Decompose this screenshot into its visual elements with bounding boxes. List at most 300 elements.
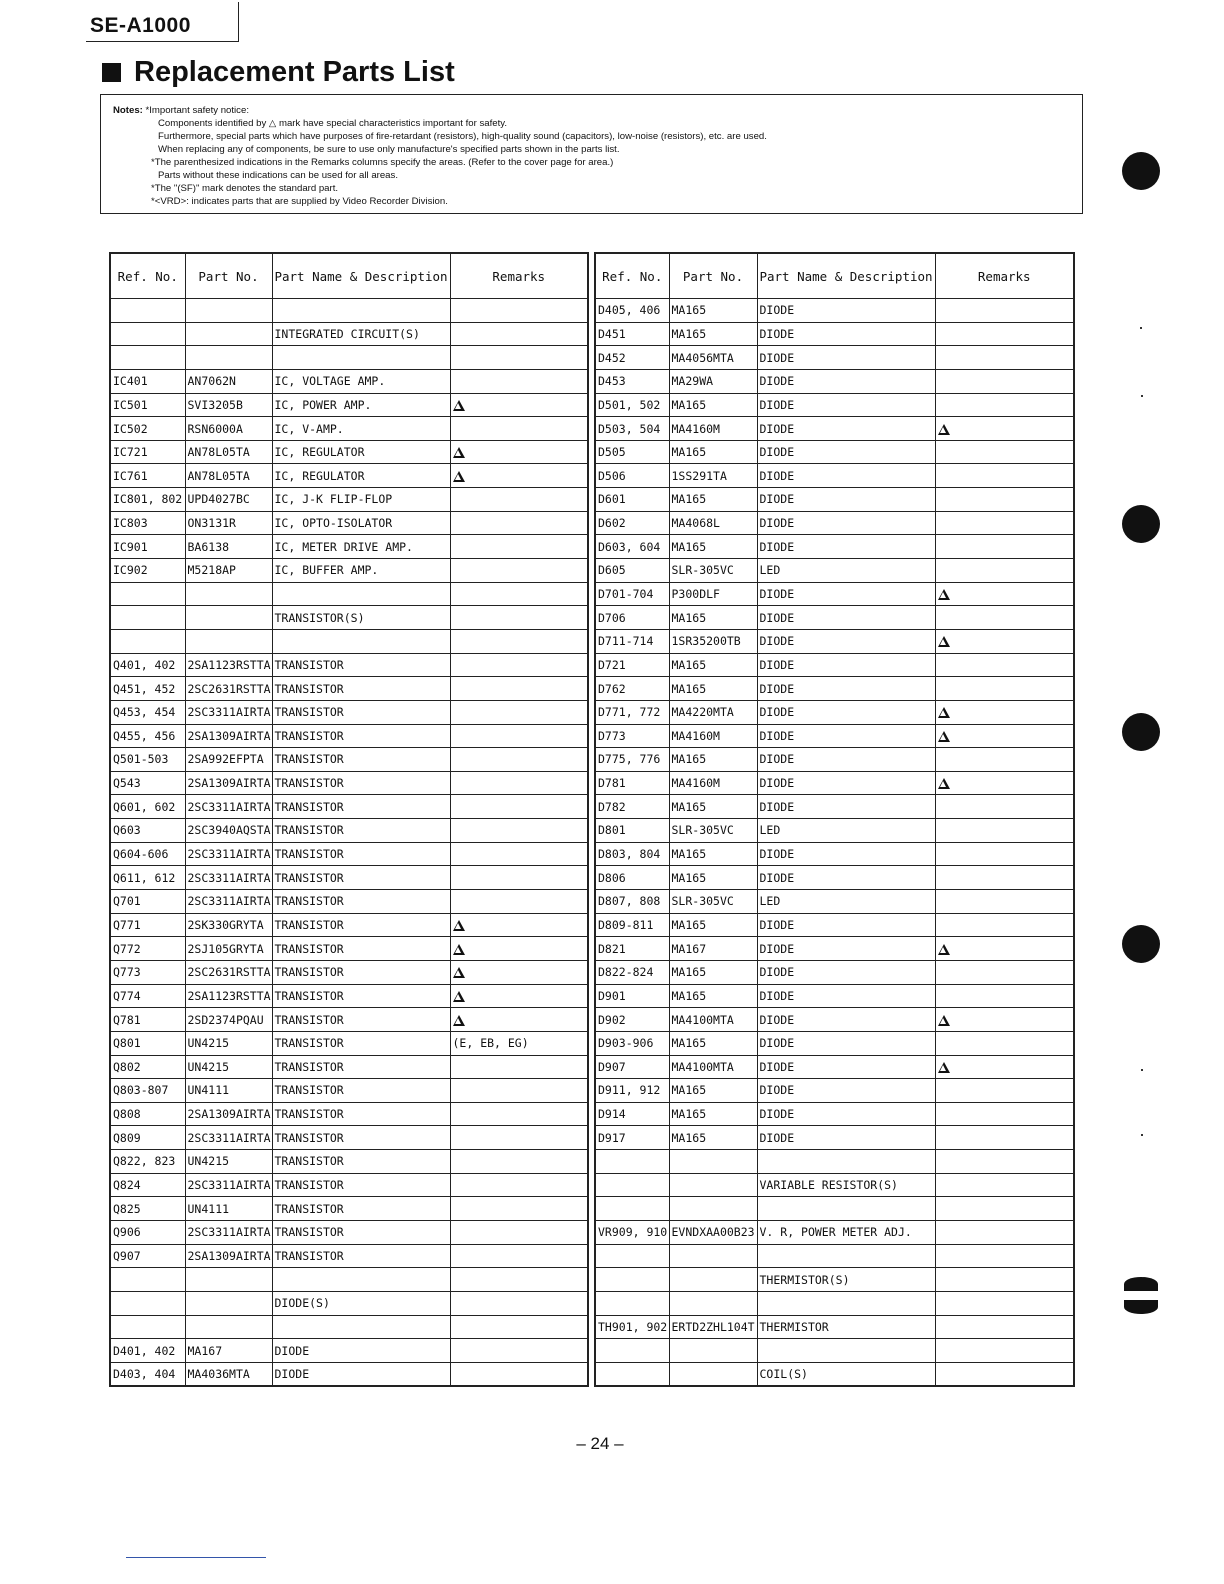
remarks-cell	[935, 1150, 1074, 1174]
remarks-cell	[935, 369, 1074, 393]
model-divider	[238, 2, 239, 42]
table-row	[110, 842, 588, 866]
part-no-cell: 2SA1309AIRTA	[185, 1102, 272, 1126]
part-name-cell	[272, 1268, 450, 1292]
remarks-cell	[450, 1102, 588, 1126]
table-row	[110, 913, 588, 937]
table-row	[110, 1055, 588, 1079]
part-no-cell: 2SC3311AIRTA	[185, 890, 272, 914]
part-no-cell	[669, 1197, 757, 1221]
part-name-cell: DIODE	[757, 535, 935, 559]
part-name-cell: DIODE	[757, 1008, 935, 1032]
table-row	[110, 1008, 588, 1032]
remarks-cell	[935, 535, 1074, 559]
ref-no-cell: D781	[595, 771, 669, 795]
part-no-cell: MA165	[669, 748, 757, 772]
remarks-cell	[935, 393, 1074, 417]
part-name-cell: THERMISTOR(S)	[757, 1268, 935, 1292]
ref-no-cell: D605	[595, 559, 669, 583]
part-name-cell: TRANSISTOR	[272, 653, 450, 677]
part-name-cell: DIODE	[757, 866, 935, 890]
part-no-cell: MA165	[669, 393, 757, 417]
part-name-cell: DIODE	[757, 937, 935, 961]
ref-no-cell: Q773	[110, 960, 185, 984]
remarks-cell	[935, 984, 1074, 1008]
part-name-cell	[272, 582, 450, 606]
part-no-cell: MA4100MTA	[669, 1055, 757, 1079]
ref-no-cell: D762	[595, 677, 669, 701]
part-name-cell: LED	[757, 559, 935, 583]
remarks-cell	[935, 1126, 1074, 1150]
part-no-cell: 2SC3311AIRTA	[185, 795, 272, 819]
remarks-cell	[450, 771, 588, 795]
remarks-cell	[935, 1079, 1074, 1103]
table-row	[110, 440, 588, 464]
footer-rule	[126, 1557, 266, 1558]
remarks-cell	[450, 937, 588, 961]
part-name-cell: TRANSISTOR	[272, 1055, 450, 1079]
remarks-cell	[935, 1291, 1074, 1315]
remarks-cell	[450, 1055, 588, 1079]
part-no-cell: MA165	[669, 653, 757, 677]
part-no-cell: MA165	[669, 1079, 757, 1103]
page-number: – 24 –	[576, 1434, 624, 1453]
ref-no-cell: Q603	[110, 819, 185, 843]
part-no-cell	[185, 582, 272, 606]
part-no-cell: 2SA1123RSTTA	[185, 653, 272, 677]
remarks-cell	[935, 1173, 1074, 1197]
table-row	[595, 393, 1074, 417]
ref-no-cell	[595, 1197, 669, 1221]
table-row	[595, 890, 1074, 914]
part-no-cell	[669, 1339, 757, 1363]
remarks-cell: (E, EB, EG)	[450, 1031, 588, 1055]
part-no-cell: 2SA1123RSTTA	[185, 984, 272, 1008]
table-row	[595, 1173, 1074, 1197]
table-row	[110, 464, 588, 488]
remarks-cell	[935, 866, 1074, 890]
col-ref-no: Ref. No.	[595, 253, 669, 299]
remarks-cell	[450, 1362, 588, 1386]
table-row	[595, 653, 1074, 677]
table-row	[595, 1339, 1074, 1363]
safety-warning-icon	[938, 731, 950, 742]
remarks-cell	[935, 1055, 1074, 1079]
part-no-cell: SVI3205B	[185, 393, 272, 417]
table-row	[110, 984, 588, 1008]
ref-no-cell: Q803-807	[110, 1079, 185, 1103]
part-no-cell: 2SC3311AIRTA	[185, 1173, 272, 1197]
remarks-cell	[450, 488, 588, 512]
table-row	[110, 1268, 588, 1292]
notes-label: Notes:	[113, 105, 143, 116]
ref-no-cell: D452	[595, 346, 669, 370]
remarks-cell	[450, 984, 588, 1008]
part-name-cell: TRANSISTOR	[272, 1173, 450, 1197]
binder-hole-icon	[1122, 925, 1160, 963]
table-row	[595, 346, 1074, 370]
part-name-cell: DIODE	[757, 748, 935, 772]
ref-no-cell: Q455, 456	[110, 724, 185, 748]
part-no-cell: UN4111	[185, 1079, 272, 1103]
table-row	[110, 653, 588, 677]
part-name-cell: IC, REGULATOR	[272, 440, 450, 464]
speck	[1140, 327, 1142, 329]
ref-no-cell: D806	[595, 866, 669, 890]
part-name-cell: TRANSISTOR	[272, 1244, 450, 1268]
remarks-cell	[935, 488, 1074, 512]
ref-no-cell: Q451, 452	[110, 677, 185, 701]
remarks-cell	[935, 913, 1074, 937]
part-no-cell: 2SA992EFPTA	[185, 748, 272, 772]
remarks-cell	[935, 748, 1074, 772]
notes-line-6: *The "(SF)" mark denotes the standard part.	[151, 183, 339, 194]
ref-no-cell: IC901	[110, 535, 185, 559]
table-row	[595, 677, 1074, 701]
table-row	[595, 1220, 1074, 1244]
part-no-cell: 2SJ105GRYTA	[185, 937, 272, 961]
ref-no-cell: D775, 776	[595, 748, 669, 772]
remarks-cell	[935, 606, 1074, 630]
part-name-cell: TRANSISTOR	[272, 1031, 450, 1055]
part-name-cell: LED	[757, 819, 935, 843]
part-no-cell: MA165	[669, 795, 757, 819]
remarks-cell	[450, 535, 588, 559]
ref-no-cell: Q774	[110, 984, 185, 1008]
remarks-cell	[935, 511, 1074, 535]
ref-no-cell: IC761	[110, 464, 185, 488]
part-no-cell: MA165	[669, 299, 757, 323]
part-name-cell: TRANSISTOR	[272, 1150, 450, 1174]
ref-no-cell: D401, 402	[110, 1339, 185, 1363]
ref-no-cell	[110, 1315, 185, 1339]
table-row	[595, 1055, 1074, 1079]
notes-line-7: *<VRD>: indicates parts that are supplied by Video Recorder Division.	[151, 196, 448, 207]
binder-hole-icon	[1122, 152, 1160, 190]
table-row	[110, 1102, 588, 1126]
binder-hole-icon	[1122, 713, 1160, 751]
ref-no-cell: D602	[595, 511, 669, 535]
table-row	[110, 677, 588, 701]
ref-no-cell: D453	[595, 369, 669, 393]
col-remarks: Remarks	[450, 253, 588, 299]
part-name-cell: IC, METER DRIVE AMP.	[272, 535, 450, 559]
table-row	[595, 559, 1074, 583]
part-name-cell	[757, 1150, 935, 1174]
table-row	[110, 819, 588, 843]
remarks-cell	[935, 1339, 1074, 1363]
remarks-cell	[450, 464, 588, 488]
table-row	[110, 1220, 588, 1244]
remarks-cell	[450, 842, 588, 866]
remarks-cell	[935, 1268, 1074, 1292]
ref-no-cell: IC401	[110, 369, 185, 393]
table-row	[110, 559, 588, 583]
part-name-cell: IC, V-AMP.	[272, 417, 450, 441]
ref-no-cell: D601	[595, 488, 669, 512]
part-no-cell: MA29WA	[669, 369, 757, 393]
part-no-cell: 2SC2631RSTTA	[185, 677, 272, 701]
safety-warning-icon	[453, 944, 465, 955]
remarks-cell	[935, 842, 1074, 866]
part-name-cell: TRANSISTOR	[272, 842, 450, 866]
ref-no-cell: Q543	[110, 771, 185, 795]
part-name-cell: TRANSISTOR	[272, 724, 450, 748]
ref-no-cell: D803, 804	[595, 842, 669, 866]
table-row	[595, 913, 1074, 937]
binder-hole-icon	[1124, 1300, 1158, 1314]
part-name-cell: TRANSISTOR(S)	[272, 606, 450, 630]
table-row	[595, 606, 1074, 630]
ref-no-cell: D773	[595, 724, 669, 748]
part-no-cell	[185, 346, 272, 370]
table-row	[595, 1079, 1074, 1103]
parts-table-right	[594, 252, 1075, 1387]
ref-no-cell	[110, 1291, 185, 1315]
part-name-cell: TRANSISTOR	[272, 960, 450, 984]
remarks-cell	[935, 677, 1074, 701]
ref-no-cell	[110, 346, 185, 370]
part-no-cell: 1SR35200TB	[669, 629, 757, 653]
notes-line-1: Components identified by △ mark have special characteristics important for safety.	[158, 118, 507, 129]
remarks-cell	[450, 1197, 588, 1221]
speck	[1141, 1134, 1143, 1136]
part-name-cell: DIODE	[757, 1031, 935, 1055]
ref-no-cell: Q906	[110, 1220, 185, 1244]
table-row	[595, 700, 1074, 724]
page-title-text: Replacement Parts List	[134, 56, 455, 88]
safety-warning-icon	[938, 707, 950, 718]
table-row	[595, 1102, 1074, 1126]
safety-warning-icon	[938, 636, 950, 647]
part-no-cell: SLR-305VC	[669, 559, 757, 583]
part-no-cell: SLR-305VC	[669, 819, 757, 843]
remarks-cell	[450, 724, 588, 748]
table-row	[595, 1268, 1074, 1292]
part-name-cell: DIODE	[757, 582, 935, 606]
ref-no-cell: D501, 502	[595, 393, 669, 417]
remarks-cell	[935, 1031, 1074, 1055]
part-no-cell: MA165	[669, 606, 757, 630]
part-no-cell	[669, 1291, 757, 1315]
remarks-cell	[935, 653, 1074, 677]
part-no-cell: MA165	[669, 677, 757, 701]
remarks-cell	[935, 700, 1074, 724]
ref-no-cell	[595, 1173, 669, 1197]
part-name-cell	[272, 1315, 450, 1339]
table-row	[110, 1362, 588, 1386]
remarks-cell	[935, 890, 1074, 914]
part-no-cell: MA165	[669, 913, 757, 937]
part-no-cell	[669, 1362, 757, 1386]
speck	[1141, 395, 1143, 397]
remarks-cell	[450, 559, 588, 583]
part-name-cell: DIODE(S)	[272, 1291, 450, 1315]
ref-no-cell: Q701	[110, 890, 185, 914]
col-part-name: Part Name & Description	[272, 253, 450, 299]
part-no-cell: AN7062N	[185, 369, 272, 393]
safety-warning-icon	[938, 424, 950, 435]
part-no-cell	[669, 1173, 757, 1197]
table-row	[110, 606, 588, 630]
part-no-cell: BA6138	[185, 535, 272, 559]
remarks-cell	[450, 511, 588, 535]
remarks-cell	[935, 440, 1074, 464]
ref-no-cell: D901	[595, 984, 669, 1008]
part-no-cell	[185, 1291, 272, 1315]
part-name-cell: IC, REGULATOR	[272, 464, 450, 488]
part-no-cell: MA4056MTA	[669, 346, 757, 370]
remarks-cell	[450, 913, 588, 937]
remarks-cell	[450, 1339, 588, 1363]
table-row	[595, 724, 1074, 748]
table-row	[595, 771, 1074, 795]
remarks-cell	[935, 937, 1074, 961]
table-row	[110, 1315, 588, 1339]
ref-no-cell: Q772	[110, 937, 185, 961]
part-name-cell	[272, 346, 450, 370]
table-row	[110, 960, 588, 984]
remarks-cell	[935, 299, 1074, 323]
remarks-cell	[450, 322, 588, 346]
ref-no-cell: Q801	[110, 1031, 185, 1055]
part-name-cell: THERMISTOR	[757, 1315, 935, 1339]
remarks-cell	[935, 771, 1074, 795]
table-row	[110, 866, 588, 890]
part-no-cell: MA165	[669, 322, 757, 346]
remarks-cell	[935, 819, 1074, 843]
table-row	[595, 1150, 1074, 1174]
notes-box	[100, 94, 1083, 214]
table-row	[110, 535, 588, 559]
binder-hole-icon	[1124, 1277, 1158, 1291]
ref-no-cell: D907	[595, 1055, 669, 1079]
ref-no-cell: IC902	[110, 559, 185, 583]
part-name-cell: TRANSISTOR	[272, 937, 450, 961]
ref-no-cell: Q771	[110, 913, 185, 937]
part-name-cell: VARIABLE RESISTOR(S)	[757, 1173, 935, 1197]
part-name-cell: TRANSISTOR	[272, 913, 450, 937]
remarks-cell	[450, 1079, 588, 1103]
part-name-cell: DIODE	[757, 984, 935, 1008]
part-name-cell: LED	[757, 890, 935, 914]
part-no-cell: AN78L05TA	[185, 440, 272, 464]
part-name-cell: DIODE	[757, 913, 935, 937]
table-row	[595, 937, 1074, 961]
part-name-cell: TRANSISTOR	[272, 1220, 450, 1244]
part-no-cell: ON3131R	[185, 511, 272, 535]
ref-no-cell: D711-714	[595, 629, 669, 653]
ref-no-cell	[110, 629, 185, 653]
table-row	[110, 771, 588, 795]
part-name-cell: DIODE	[757, 464, 935, 488]
part-no-cell: MA165	[669, 1102, 757, 1126]
safety-warning-icon	[453, 991, 465, 1002]
part-no-cell: MA4068L	[669, 511, 757, 535]
remarks-cell	[935, 1102, 1074, 1126]
ref-no-cell: Q809	[110, 1126, 185, 1150]
ref-no-cell: D721	[595, 653, 669, 677]
ref-no-cell: D505	[595, 440, 669, 464]
remarks-cell	[450, 606, 588, 630]
part-name-cell: DIODE	[757, 440, 935, 464]
remarks-cell	[935, 724, 1074, 748]
table-row	[110, 393, 588, 417]
ref-no-cell: D809-811	[595, 913, 669, 937]
safety-warning-icon	[938, 589, 950, 600]
part-no-cell: MA4220MTA	[669, 700, 757, 724]
model-number: SE-A1000	[90, 14, 191, 37]
table-row	[595, 535, 1074, 559]
part-name-cell: DIODE	[757, 322, 935, 346]
table-row	[595, 1362, 1074, 1386]
ref-no-cell	[595, 1362, 669, 1386]
ref-no-cell: D603, 604	[595, 535, 669, 559]
part-no-cell: MA165	[669, 535, 757, 559]
ref-no-cell: IC501	[110, 393, 185, 417]
notes-line-2: Furthermore, special parts which have purposes of fire-retardant (resistors), high-quality sound (capacitors), low-noise (resistors), etc. are used.	[158, 131, 767, 142]
part-no-cell: 2SC3311AIRTA	[185, 866, 272, 890]
part-name-cell: DIODE	[757, 1079, 935, 1103]
remarks-cell	[935, 1362, 1074, 1386]
table-row	[110, 346, 588, 370]
remarks-cell	[935, 1220, 1074, 1244]
col-ref-no: Ref. No.	[110, 253, 185, 299]
remarks-cell	[450, 346, 588, 370]
table-row	[110, 937, 588, 961]
safety-warning-icon	[453, 447, 465, 458]
remarks-cell	[935, 1197, 1074, 1221]
ref-no-cell: IC502	[110, 417, 185, 441]
remarks-cell	[450, 582, 588, 606]
part-no-cell: P300DLF	[669, 582, 757, 606]
part-name-cell: TRANSISTOR	[272, 1079, 450, 1103]
part-no-cell	[185, 606, 272, 630]
table-row	[595, 629, 1074, 653]
ref-no-cell: D911, 912	[595, 1079, 669, 1103]
part-name-cell: DIODE	[757, 1055, 935, 1079]
table-row	[110, 795, 588, 819]
part-no-cell: MA165	[669, 866, 757, 890]
part-name-cell: TRANSISTOR	[272, 677, 450, 701]
ref-no-cell: Q611, 612	[110, 866, 185, 890]
remarks-cell	[935, 629, 1074, 653]
bullet-square-icon	[102, 63, 121, 82]
ref-no-cell: D405, 406	[595, 299, 669, 323]
part-name-cell: TRANSISTOR	[272, 866, 450, 890]
part-name-cell: DIODE	[757, 653, 935, 677]
part-no-cell: MA165	[669, 960, 757, 984]
part-no-cell: SLR-305VC	[669, 890, 757, 914]
ref-no-cell: D403, 404	[110, 1362, 185, 1386]
safety-warning-icon	[453, 400, 465, 411]
ref-no-cell: Q825	[110, 1197, 185, 1221]
part-name-cell: COIL(S)	[757, 1362, 935, 1386]
safety-warning-icon	[453, 1015, 465, 1026]
safety-warning-icon	[938, 944, 950, 955]
table-row	[595, 1197, 1074, 1221]
remarks-cell	[935, 582, 1074, 606]
part-name-cell: IC, J-K FLIP-FLOP	[272, 488, 450, 512]
table-row	[110, 322, 588, 346]
part-name-cell: DIODE	[757, 677, 935, 701]
notes-line-4: *The parenthesized indications in the Remarks columns specify the areas. (Refer to the cover page for area.)	[151, 157, 614, 168]
part-no-cell: UPD4027BC	[185, 488, 272, 512]
ref-no-cell	[595, 1339, 669, 1363]
part-name-cell: TRANSISTOR	[272, 1102, 450, 1126]
part-no-cell: MA4160M	[669, 771, 757, 795]
ref-no-cell: D914	[595, 1102, 669, 1126]
